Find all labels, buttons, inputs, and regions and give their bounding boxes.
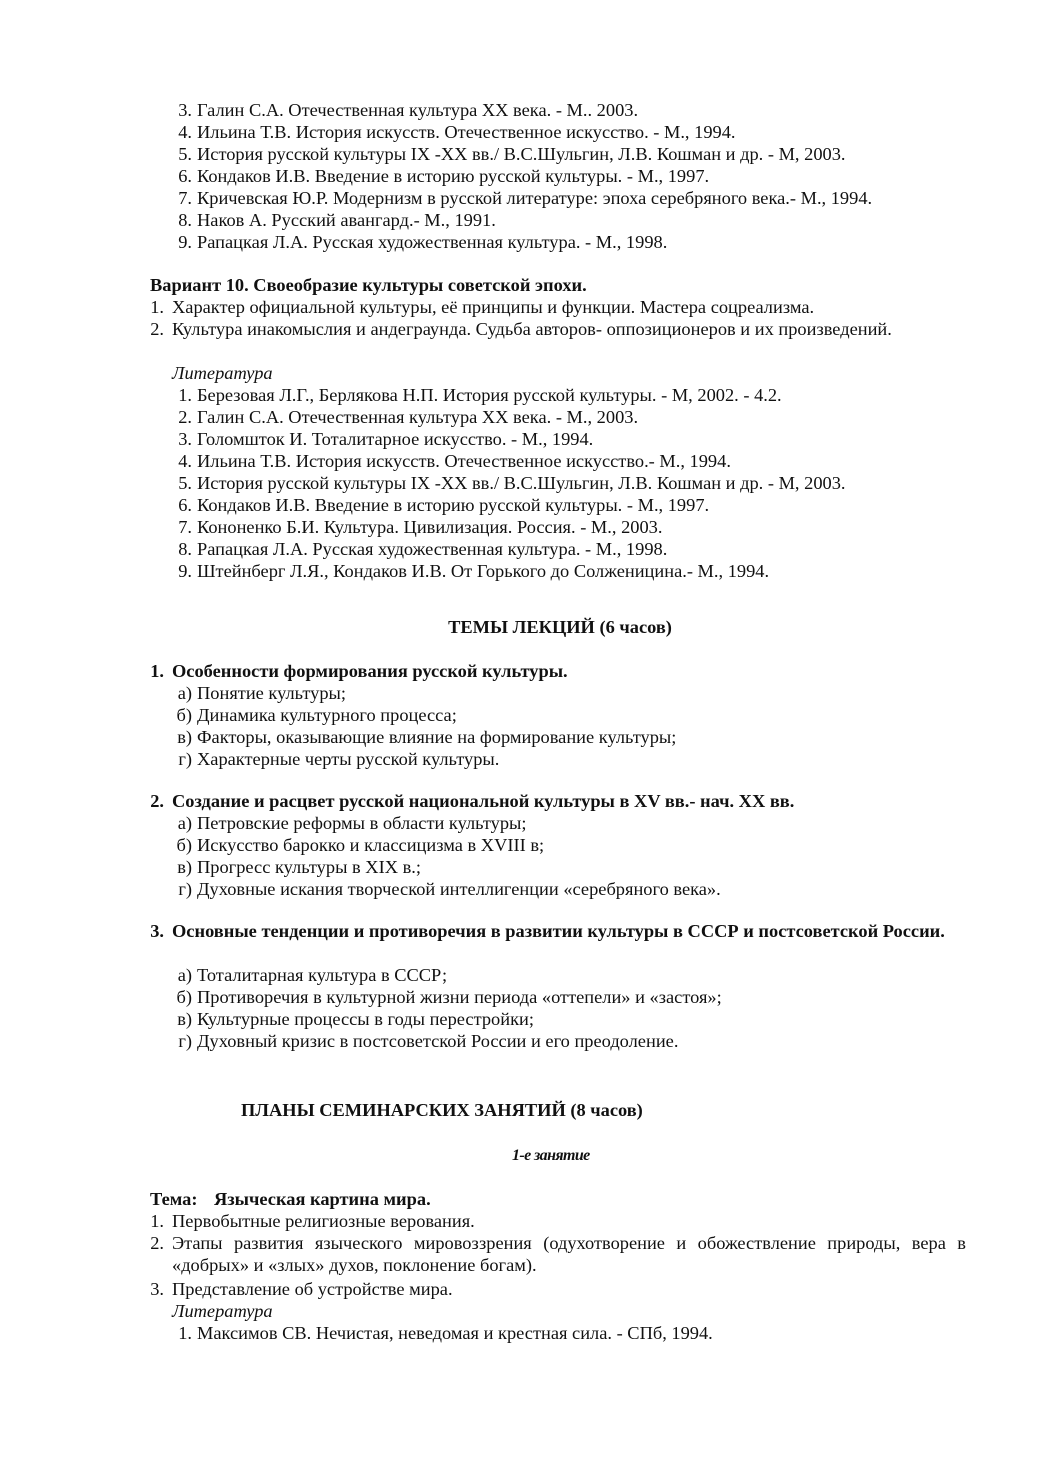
item-letter: г): [178, 1031, 192, 1051]
variant-10-literature: [0, 362, 1039, 582]
topic-label: Тема:: [150, 1189, 198, 1209]
item-text: Первобытные религиозные верования.: [172, 1211, 475, 1231]
list-item: [0, 834, 1039, 856]
topic-title-text: Создание и расцвет русской национальной культуры в XV вв.- нач. XX вв.: [172, 791, 795, 811]
list-item: [0, 165, 1039, 187]
list-item: [0, 428, 1039, 450]
list-item: [0, 1008, 1039, 1030]
item-number: 8.: [178, 210, 192, 230]
seminar-topic: [0, 1188, 1039, 1344]
item-letter: б): [176, 705, 192, 725]
item-text: Культура инакомыслия и андеграунда. Судьба авторов- оппозиционеров и их произведений.: [172, 319, 892, 339]
item-text: Искусство барокко и классицизма в XVIII в;: [197, 835, 545, 855]
topic-number: 2.: [150, 791, 164, 811]
item-letter: а): [177, 965, 192, 985]
list-item: [0, 538, 1039, 560]
list-item: [0, 121, 1039, 143]
lesson-label-text: 1-е занятие: [512, 1147, 590, 1164]
list-item: [0, 406, 1039, 428]
item-text: Кононенко Б.И. Культура. Цивилизация. Россия. - М., 2003.: [197, 517, 663, 537]
item-number: 8.: [178, 539, 192, 559]
list-item: [0, 494, 1039, 516]
item-text: Культурные процессы в годы перестройки;: [197, 1009, 534, 1029]
literature-label: [0, 1300, 1039, 1322]
list-item: [0, 384, 1039, 406]
item-number: 5.: [178, 144, 192, 164]
item-text: Березовая Л.Г., Берлякова Н.П. История русской культуры. - М, 2002. - 4.2.: [197, 385, 782, 405]
list-item: [0, 856, 1039, 878]
list-item: [0, 812, 1039, 834]
list-item: [0, 1232, 1039, 1278]
item-number: 9.: [178, 232, 192, 252]
previous-literature-list: [0, 99, 1039, 253]
lecture-topic-1: [0, 660, 1039, 770]
list-item: [0, 560, 1039, 582]
item-number: 2.: [150, 319, 164, 339]
topic-number: 3.: [150, 921, 164, 941]
item-text: Галин С.А. Отечественная культура XX века. - М.. 2003.: [197, 100, 639, 120]
literature-label-text: Литература: [172, 1301, 273, 1321]
item-text: Духовные искания творческой интеллигенции «серебряного века».: [197, 879, 721, 899]
list-item: [0, 964, 1039, 986]
item-number: 1.: [178, 1323, 192, 1343]
list-item: [0, 450, 1039, 472]
item-letter: в): [177, 1009, 192, 1029]
item-text: Противоречия в культурной жизни периода «оттепели» и «застоя»;: [197, 987, 722, 1007]
literature-label: [0, 362, 1039, 384]
topic-title: [0, 790, 1039, 812]
seminar-topic-title: [0, 1188, 1039, 1210]
topic-text: Языческая картина мира.: [214, 1189, 431, 1209]
item-text: Ильина Т.В. История искусств. Отечественное искусство.- М., 1994.: [197, 451, 731, 471]
list-item: [0, 296, 1039, 318]
item-number: 9.: [178, 561, 192, 581]
item-number: 6.: [178, 166, 192, 186]
item-number: 2.: [150, 1233, 164, 1253]
item-letter: в): [177, 727, 192, 747]
list-item: [0, 748, 1039, 770]
list-item: [0, 986, 1039, 1008]
item-letter: г): [178, 879, 192, 899]
list-item: [0, 726, 1039, 748]
item-text: Факторы, оказывающие влияние на формирование культуры;: [197, 727, 677, 747]
item-number: 2.: [178, 407, 192, 427]
item-text: Рапацкая Л.А. Русская художественная культура. - М., 1998.: [197, 232, 668, 252]
item-letter: а): [177, 813, 192, 833]
item-text: Ильина Т.В. История искусств. Отечественное искусство. - М., 1994.: [197, 122, 736, 142]
literature-label-text: Литература: [172, 363, 273, 383]
list-item: [0, 704, 1039, 726]
item-text: Максимов СВ. Нечистая, неведомая и крестная сила. - СПб, 1994.: [197, 1323, 713, 1343]
list-item: [0, 1322, 1039, 1344]
variant-10-section: [0, 274, 1039, 340]
list-item: [0, 1210, 1039, 1232]
item-text: Представление об устройстве мира.: [172, 1279, 453, 1299]
item-number: 1.: [178, 385, 192, 405]
topic-title-text: Особенности формирования русской культуры.: [172, 661, 568, 681]
item-letter: г): [178, 749, 192, 769]
lecture-topic-3: [0, 920, 1039, 1052]
item-letter: в): [177, 857, 192, 877]
lectures-heading: ТЕМЫ ЛЕКЦИЙ (6 часов): [448, 617, 672, 637]
item-text: История русской культуры IX -XX вв./ В.С.Шульгин, Л.В. Кошман и др. - М, 2003.: [197, 144, 846, 164]
item-text: Штейнберг Л.Я., Кондаков И.В. От Горького до Солженицина.- М., 1994.: [197, 561, 770, 581]
variant-title-text: Вариант 10. Своеобразие культуры советской эпохи.: [150, 275, 587, 295]
topic-title: [0, 920, 1039, 964]
item-number: 3.: [178, 100, 192, 120]
item-text: Тоталитарная культура в СССР;: [197, 965, 448, 985]
list-item: [0, 472, 1039, 494]
item-number: 1.: [150, 297, 164, 317]
list-item: [0, 318, 1039, 340]
list-item: [0, 143, 1039, 165]
item-text: Кричевская Ю.Р. Модернизм в русской литературе: эпоха серебряного века.- М., 1994.: [197, 188, 873, 208]
list-item: [0, 516, 1039, 538]
variant-title: [0, 274, 1039, 296]
item-text: Характерные черты русской культуры.: [197, 749, 500, 769]
item-letter: б): [176, 835, 192, 855]
lecture-topic-2: [0, 790, 1039, 900]
item-text: Кондаков И.В. Введение в историю русской культуры. - М., 1997.: [197, 495, 710, 515]
item-text: Голомшток И. Тоталитарное искусство. - М., 1994.: [197, 429, 594, 449]
item-number: 6.: [178, 495, 192, 515]
item-text: Наков А. Русский авангард.- М., 1991.: [197, 210, 496, 230]
list-item: [0, 231, 1039, 253]
list-item: [0, 209, 1039, 231]
item-letter: а): [177, 683, 192, 703]
item-text: Галин С.А. Отечественная культура XX века. - М., 2003.: [197, 407, 639, 427]
item-text: Кондаков И.В. Введение в историю русской культуры. - М., 1997.: [197, 166, 710, 186]
list-item: [0, 1278, 1039, 1300]
item-number: 4.: [178, 451, 192, 471]
item-text: Прогресс культуры в XIX в.;: [197, 857, 421, 877]
list-item: [0, 99, 1039, 121]
item-text: Рапацкая Л.А. Русская художественная культура. - М., 1998.: [197, 539, 668, 559]
item-letter: б): [176, 987, 192, 1007]
item-number: 7.: [178, 517, 192, 537]
item-number: 3.: [150, 1279, 164, 1299]
item-number: 1.: [150, 1211, 164, 1231]
list-item: [0, 1030, 1039, 1052]
item-text: Этапы развития языческого мировоззрения (одухотворение и обожествление природы, вера в «добрых» и «злых» духов, поклонение богам).: [172, 1233, 966, 1275]
list-item: [0, 682, 1039, 704]
item-text: Петровские реформы в области культуры;: [197, 813, 527, 833]
seminars-heading-text: ПЛАНЫ СЕМИНАРСКИХ ЗАНЯТИЙ (8 часов): [241, 1100, 643, 1120]
item-text: История русской культуры IX -XX вв./ В.С.Шульгин, Л.В. Кошман и др. - М, 2003.: [197, 473, 846, 493]
topic-number: 1.: [150, 661, 164, 681]
topic-title: [0, 660, 1039, 682]
item-text: Характер официальной культуры, её принципы и функции. Мастера соцреализма.: [172, 297, 815, 317]
item-text: Понятие культуры;: [197, 683, 346, 703]
item-number: 4.: [178, 122, 192, 142]
item-text: Динамика культурного процесса;: [197, 705, 457, 725]
item-number: 3.: [178, 429, 192, 449]
list-item: [0, 878, 1039, 900]
item-number: 5.: [178, 473, 192, 493]
list-item: [0, 187, 1039, 209]
item-text: Духовный кризис в постсоветской России и его преодоление.: [197, 1031, 679, 1051]
item-number: 7.: [178, 188, 192, 208]
topic-title-text: Основные тенденции и противоречия в развитии культуры в СССР и постсоветской России.: [172, 921, 945, 941]
